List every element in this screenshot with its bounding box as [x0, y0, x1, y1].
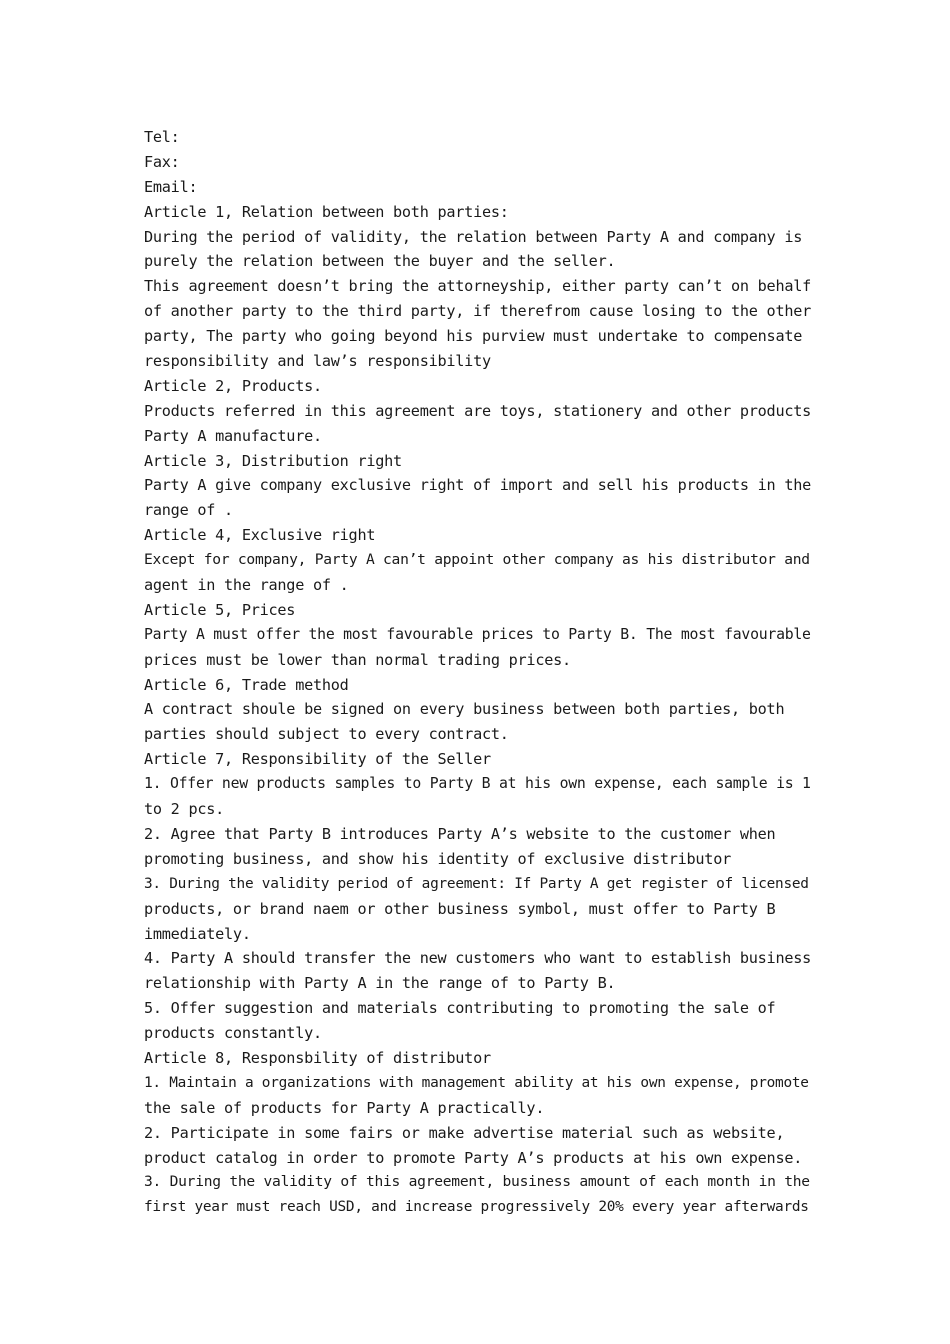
list-item-line: immediately.: [144, 924, 251, 943]
contact-email-line: Email:: [144, 177, 198, 196]
article-1-heading: Article 1, Relation between both parties:: [144, 202, 509, 221]
list-item-line: promoting business, and show his identity of exclusive distributor: [144, 849, 731, 868]
article-4-heading: Article 4, Exclusive right: [144, 526, 376, 545]
article-3-heading: Article 3, Distribution right: [144, 451, 402, 470]
body-text-line: responsibility and law’s responsibility: [144, 352, 491, 371]
body-text-line: parties should subject to every contract.: [144, 725, 509, 744]
list-item-line: relationship with Party A in the range of to Party B.: [144, 974, 616, 993]
list-item-line: products constantly.: [144, 1024, 322, 1043]
list-item-line: products, or brand naem or other business symbol, must offer to Party B: [144, 899, 776, 918]
list-item-line: 5. Offer suggestion and materials contributing to promoting the sale of: [144, 999, 776, 1018]
body-text-line: Party A must offer the most favourable prices to Party B. The most favourable: [144, 625, 811, 643]
body-text-line: of another party to the third party, if therefrom cause losing to the other: [144, 302, 812, 321]
body-text-line: prices must be lower than normal trading prices.: [144, 650, 571, 669]
contact-tel-line: Tel:: [144, 128, 180, 146]
article-2-heading: Article 2, Products.: [144, 376, 322, 395]
list-item-line: 3. During the validity of this agreement, business amount of each month in the: [144, 1173, 810, 1191]
article-5-heading: Article 5, Prices: [144, 600, 296, 619]
list-item-line: the sale of products for Party A practically.: [144, 1098, 545, 1117]
contact-fax-line: Fax:: [144, 152, 180, 171]
body-text-line: A contract shoule be signed on every business between both parties, both: [144, 700, 785, 719]
article-7-heading: Article 7, Responsibility of the Seller: [144, 750, 491, 769]
list-item-line: to 2 pcs.: [144, 800, 225, 819]
list-item-line: 3. During the validity period of agreement: If Party A get register of licensed: [144, 875, 809, 892]
list-item-line: 2. Agree that Party B introduces Party A’s website to the customer when: [144, 824, 776, 843]
body-text-line: purely the relation between the buyer and the seller.: [144, 252, 616, 271]
body-text-line: Except for company, Party A can’t appoint other company as his distributor and: [144, 551, 810, 569]
article-8-heading: Article 8, Responsbility of distributor: [144, 1048, 491, 1067]
list-item-line: product catalog in order to promote Party A’s products at his own expense.: [144, 1148, 803, 1167]
body-text-line: Party A give company exclusive right of import and sell his products in the: [144, 476, 812, 495]
list-item-line: 2. Participate in some fairs or make advertise material such as website,: [144, 1123, 785, 1142]
list-item-line: 1. Offer new products samples to Party B at his own expense, each sample is 1: [144, 775, 811, 793]
article-6-heading: Article 6, Trade method: [144, 675, 349, 694]
body-text-line: range of .: [144, 501, 233, 520]
document-body: [144, 125, 814, 1220]
list-item-line: 1. Maintain a organizations with management ability at his own expense, promote: [144, 1074, 809, 1091]
body-text-line: party, The party who going beyond his purview must undertake to compensate: [144, 327, 803, 346]
body-text-line: During the period of validity, the relation between Party A and company is: [144, 227, 803, 246]
body-text-line: agent in the range of .: [144, 576, 349, 595]
body-text-line: This agreement doesn’t bring the attorneyship, either party can’t on behalf: [144, 277, 812, 296]
body-text-line: Products referred in this agreement are toys, stationery and other products: [144, 401, 812, 420]
list-item-line: first year must reach USD, and increase progressively 20% every year afterwards: [144, 1199, 809, 1216]
list-item-line: 4. Party A should transfer the new customers who want to establish business: [144, 949, 812, 968]
body-text-line: Party A manufacture.: [144, 426, 322, 445]
